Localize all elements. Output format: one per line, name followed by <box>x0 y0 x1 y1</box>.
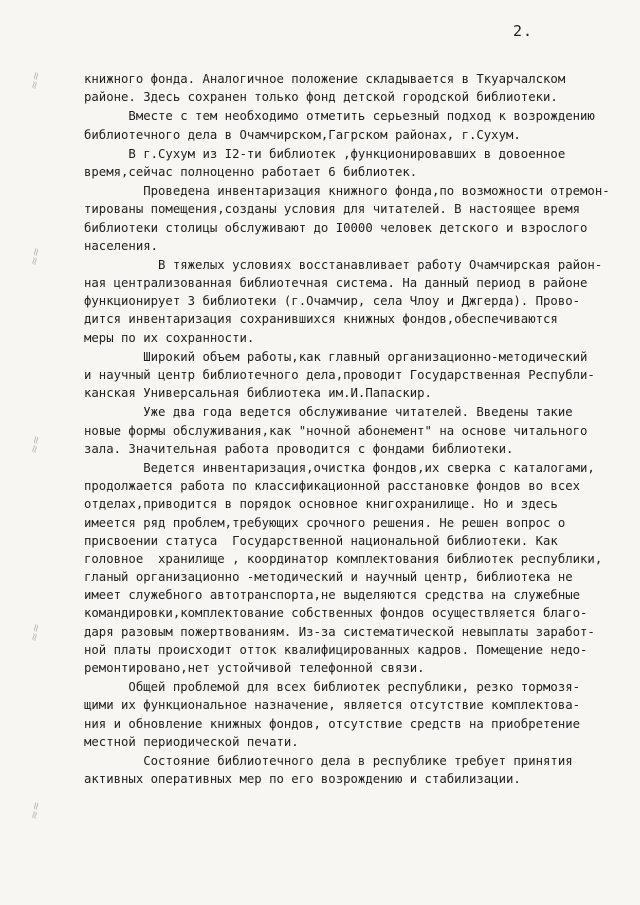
text-line: В тяжелых условиях восстанавливает работу Очамчирская район- <box>84 257 603 272</box>
text-line: В г.Сухум из I2-ти библиотек ,функционировавших в довоенное <box>84 146 566 161</box>
text-line: продолжается работа по классификационной расстановке фондов во всех <box>84 479 581 494</box>
text-line: ная централизованная библиотечная система. На данный период в районе <box>84 276 588 291</box>
margin-stamp-mark: ≈≈ <box>27 622 44 643</box>
text-line: отделах,приводится в порядок основное книгохранилище. Но и здесь <box>84 497 558 512</box>
text-line: Состояние библиотечного дела в республике требует принятия <box>84 753 573 768</box>
text-line: тированы помещения,созданы условия для читателей. В настоящее время <box>84 202 581 217</box>
text-line: библиотеки столицы обслуживают до I0000 человек детского и взрослого <box>84 220 588 235</box>
text-line: зала. Значительная работа проводится с фондами библиотеки. <box>84 441 514 456</box>
text-line: активных оперативных мер по его возрождению и стабилизации. <box>84 772 521 787</box>
text-line: меры по их сохранности. <box>84 330 255 345</box>
text-line: имеет служебного автотранспорта,не выделяются средства на служебные <box>84 588 581 603</box>
margin-stamp-mark: ≈≈ <box>27 70 44 91</box>
page-number: 2. <box>513 22 534 40</box>
text-line: ной платы происходит отток квалифицированных кадров. Помещение недо- <box>84 642 588 657</box>
margin-stamp-mark: ≈≈ <box>27 434 44 455</box>
text-line: гланый организационно -методический и научный центр, библиотека не <box>84 570 573 585</box>
text-line: населения. <box>84 238 159 253</box>
text-line: Вместе с тем необходимо отметить серьезный подход к возрождению <box>84 109 595 124</box>
margin-stamp-mark: ≈≈ <box>27 800 44 821</box>
text-line: Уже два года ведется обслуживание читателей. Введены такие <box>84 405 573 420</box>
text-line: и научный центр библиотечного дела,проводит Государственная Республи- <box>84 368 595 382</box>
text-line: время,сейчас полноценно работает 6 библиотек. <box>84 164 418 179</box>
text-line: библиотечного дела в Очамчирском,Гагрском районах, г.Сухум. <box>84 127 521 142</box>
text-line: ремонтировано,нет устойчивой телефонной связи. <box>84 661 425 675</box>
document-body <box>84 70 632 788</box>
text-line: местной периодической печати. <box>84 734 299 749</box>
text-line: Проведена инвентаризация книжного фонда,по возможности отремон- <box>84 184 610 199</box>
text-line: районе. Здесь сохранен только фонд детской городской библиотеки. <box>84 90 558 105</box>
text-line: головное хранилище , координатор комплектования библиотек республики, <box>84 551 603 566</box>
text-line: Широкий объем работы,как главный организационно-методический <box>84 349 588 364</box>
margin-stamp-mark: ≈≈ <box>27 246 44 267</box>
text-line: Ведется инвентаризация,очистка фондов,их сверка с каталогами, <box>84 460 595 475</box>
text-line: функционирует 3 библиотеки (г.Очамчир, села Члоу и Джгерда). Прово- <box>84 294 581 309</box>
text-line: дится инвентаризация сохранившихся книжных фондов,обеспечиваются <box>84 312 558 327</box>
text-line: ния и обновление книжных фондов, отсутствие средств на приобретение <box>84 716 581 731</box>
text-line: присвоении статуса Государственной национальной библиотеки. Как <box>84 533 558 548</box>
text-line: книжного фонда. Аналогичное положение складывается в Ткуарчалском <box>84 72 566 86</box>
text-line: даря разовым пожертвованиям. Из-за систематической невыплаты заработ- <box>84 624 595 639</box>
text-line: щими их функциональное назначение, является отсутствие комплектова- <box>84 698 581 713</box>
text-line: командировки,комплектование собственных фондов осуществляется благо- <box>84 606 588 621</box>
text-line: Общей проблемой для всех библиотек республики, резко тормозя- <box>84 680 581 695</box>
text-line: канская Универсальная библиотека им.И.Папаскир. <box>84 386 432 401</box>
text-line: новые формы обслуживания,как "ночной абонемент" на основе читального <box>84 423 588 438</box>
text-line: имеется ряд проблем,требующих срочного решения. Не решен вопрос о <box>84 515 566 530</box>
